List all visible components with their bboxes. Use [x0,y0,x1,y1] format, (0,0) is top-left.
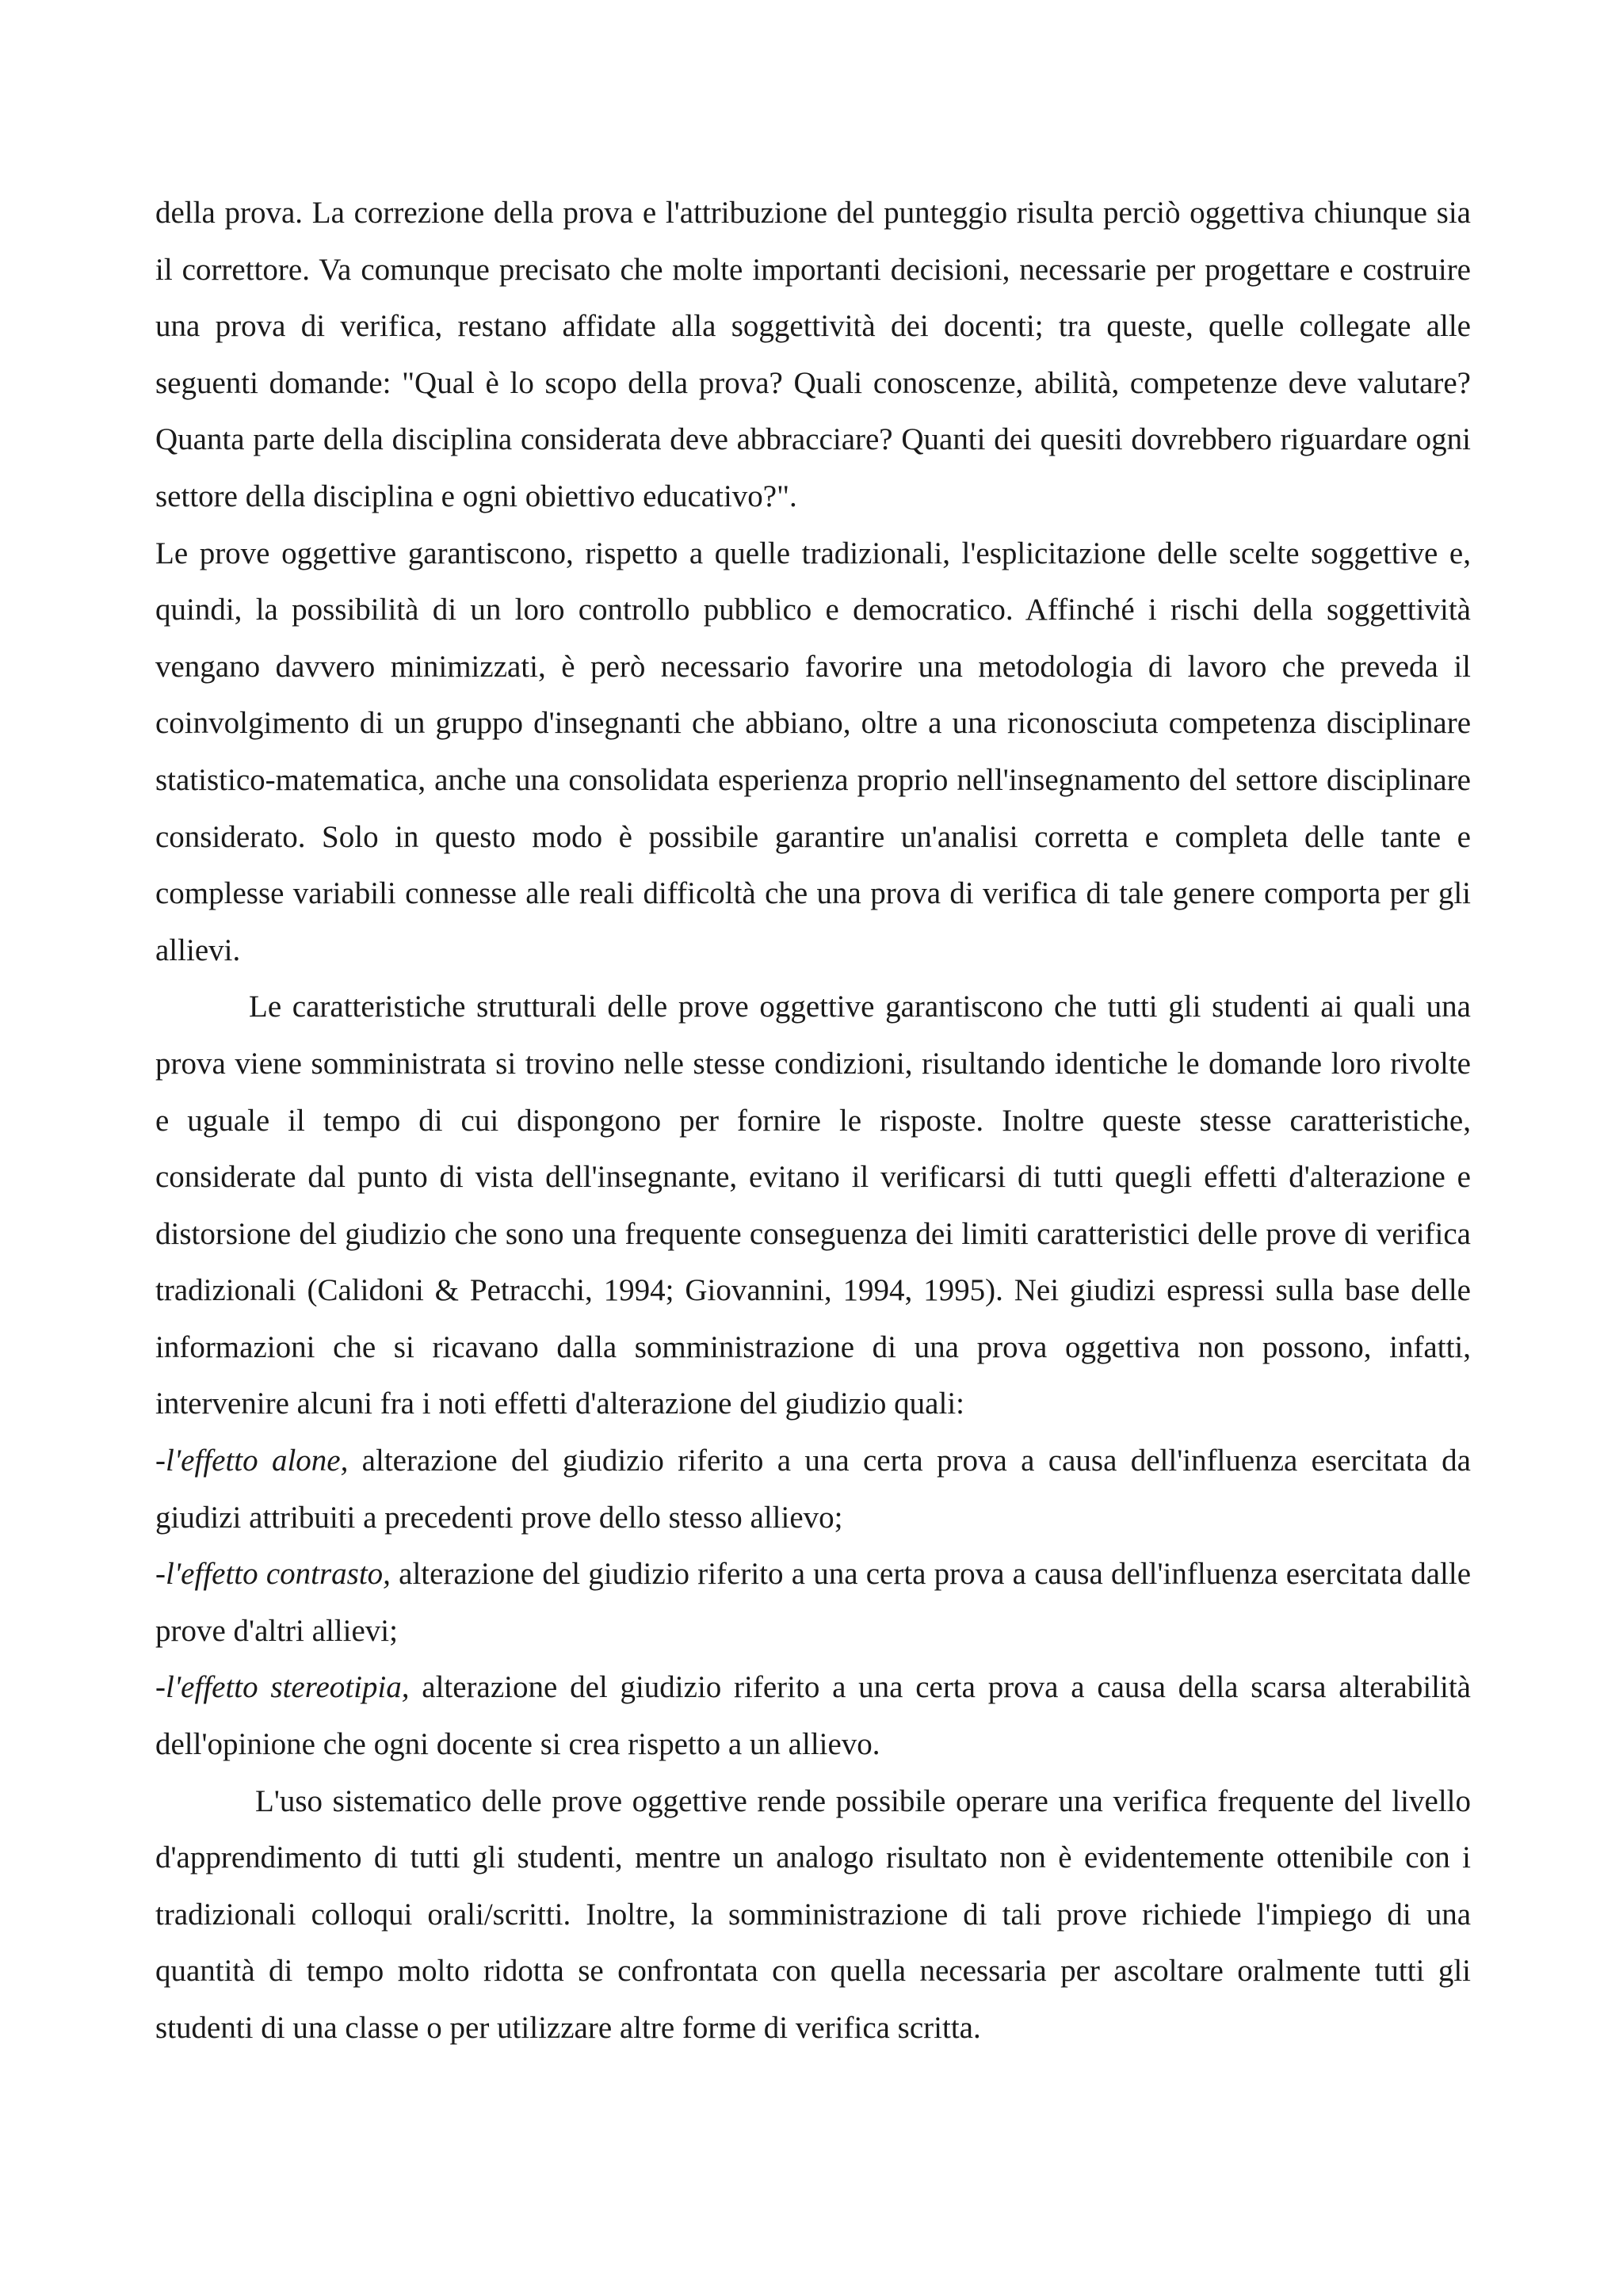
effect-description: alterazione del giudizio riferito a una certa prova a causa della scarsa alterabilità dell'opinione che ogni docente si crea rispetto a un allievo. [155,1670,1471,1762]
effect-item-stereotype [155,1659,1471,1772]
effect-prefix: - [155,1670,166,1705]
paragraph-systematic-use: L'uso sistematico delle prove oggettive rende possibile operare una verifica frequente del livello d'apprendimento di tutti gli studenti, mentre un analogo risultato non è evidentemente ottenibile con i tradizionali colloqui orali/scritti. Inoltre, la somministrazione di tali prove richiede l'impiego di una quantità di tempo molto ridotta se confrontata con quella necessaria per ascoltare oralmente tutti gli studenti di una classe o per utilizzare altre forme di verifica scritta. [155,1783,1471,2045]
paragraph-structural-features: Le caratteristiche strutturali delle prove oggettive garantiscono che tutti gli studenti ai quali una prova viene somministrata si trovino nelle stesse condizioni, risultando identiche le domande loro rivolte e uguale il tempo di cui dispongono per fornire le risposte. Inoltre queste stesse caratteristiche, considerate dal punto di vista dell'insegnante, evitano il verificarsi di tutti quegli effetti d'alterazione e distorsione del giudizio che sono una frequente conseguenza dei limiti caratteristici delle prove di verifica tradizionali (Calidoni & Petracchi, 1994; Giovannini, 1994, 1995). Nei giudizi espressi sulla base delle informazioni che si ricavano dalla somministrazione di una prova oggettiva non possono, infatti, intervenire alcuni fra i noti effetti d'alterazione del giudizio quali: [155,990,1471,1421]
paragraph-objective-tests: Le prove oggettive garantiscono, rispetto a quelle tradizionali, l'esplicitazione delle scelte soggettive e, quindi, la possibilità di un loro controllo pubblico e democratico. Affinché i rischi della soggettività vengano davvero minimizzati, è però necessario favorire una metodologia di lavoro che preveda il coinvolgimento di un gruppo d'insegnanti che abbiano, oltre a una riconosciuta competenza disciplinare statistico-matematica, anche una consolidata esperienza proprio nell'insegnamento del settore disciplinare considerato. Solo in questo modo è possibile garantire un'analisi corretta e completa delle tante e complesse variabili connesse alle reali difficoltà che una prova di verifica di tale genere comporta per gli allievi. [155,536,1471,967]
effect-term: l'effetto contrasto, [166,1557,391,1592]
effect-prefix: - [155,1557,166,1592]
effect-term: l'effetto stereotipia, [166,1670,410,1705]
effect-prefix: - [155,1444,166,1478]
effect-term: l'effetto alone, [166,1444,349,1478]
effect-description: alterazione del giudizio riferito a una certa prova a causa dell'influenza esercitata dalle prove d'altri allievi; [155,1557,1472,1648]
document-page [155,185,1471,2057]
effect-description: alterazione del giudizio riferito a una certa prova a causa dell'influenza esercitata da giudizi attribuiti a precedenti prove dello stesso allievo; [155,1444,1471,1535]
paragraph-continuation: della prova. La correzione della prova e l'attribuzione del punteggio risulta perciò oggettiva chiunque sia il correttore. Va comunque precisato che molte importanti decisioni, necessarie per progettare e costruire una prova di verifica, restano affidate alla soggettività dei docenti; tra queste, quelle collegate alle seguenti domande: "Qual è lo scopo della prova? Quali conoscenze, abilità, competenze deve valutare? Quanta parte della disciplina considerata deve abbracciare? Quanti dei quesiti dovrebbero riguardare ogni settore della disciplina e ogni obiettivo educativo?". [155,196,1471,513]
effect-item-halo [155,1432,1471,1546]
effect-item-contrast [155,1546,1471,1659]
